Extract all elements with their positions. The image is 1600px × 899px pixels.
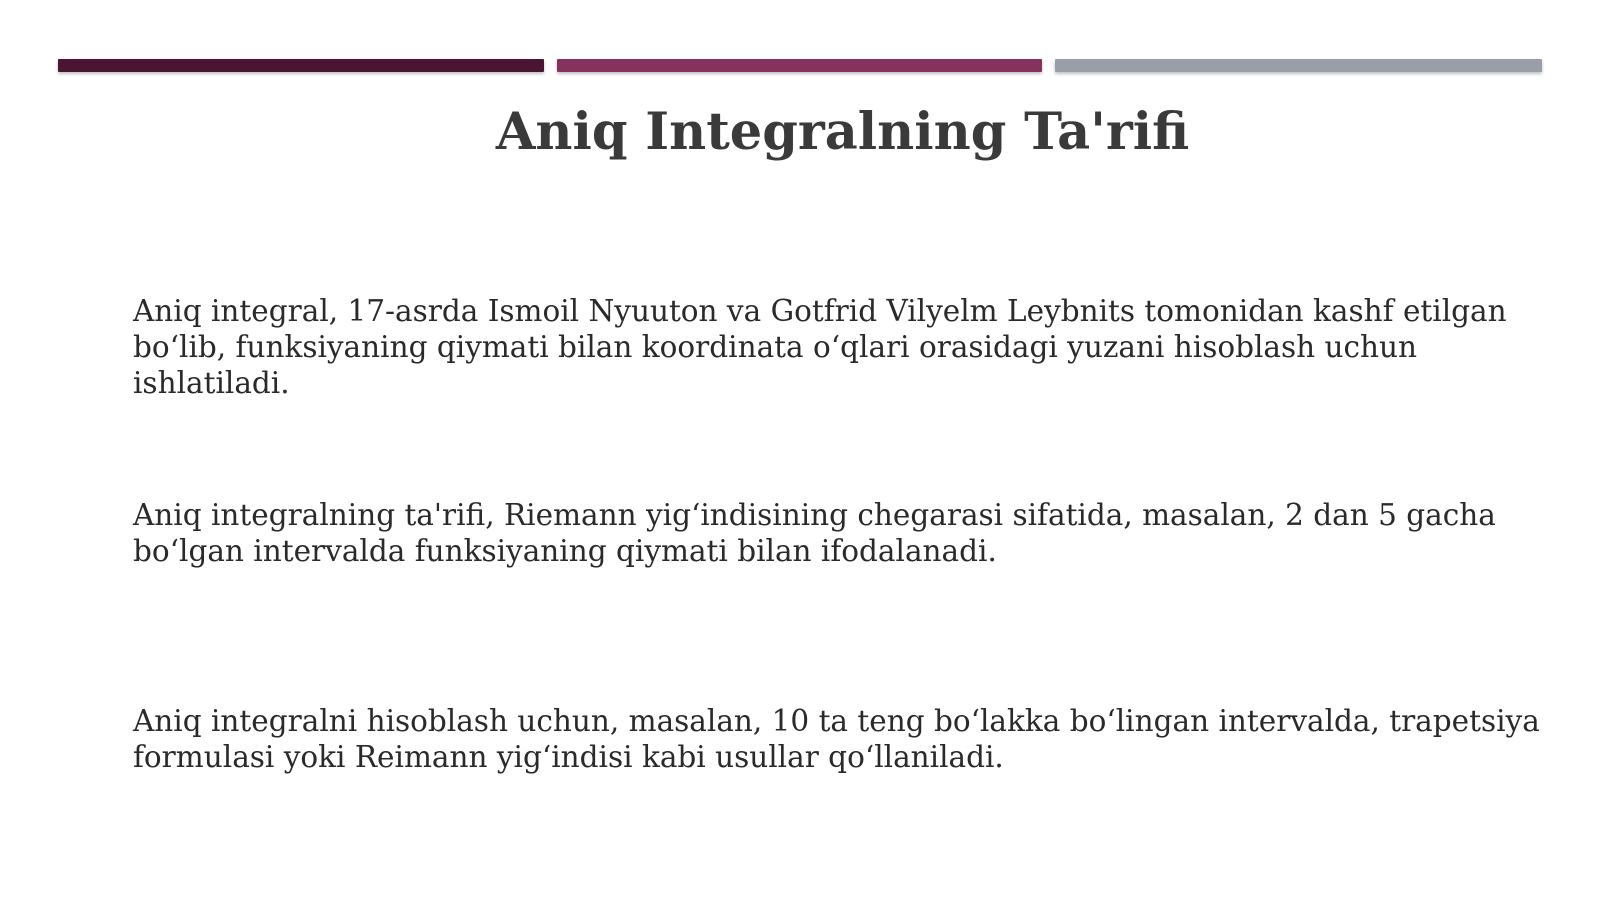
header-bar-gray xyxy=(1055,59,1542,72)
paragraph-definition: Aniq integralning ta'rifi, Riemann yig‘indisining chegarasi sifatida, masalan, 2 dan 5 gacha bo‘lgan intervalda funksiyaning qiymati bilan ifodalanadi. xyxy=(133,498,1496,568)
paragraph-methods: Aniq integralni hisoblash uchun, masalan, 10 ta teng bo‘lakka bo‘lingan intervalda, trapetsiya formulasi yoki Reimann yig‘indisi kabi usullar qo‘llaniladi. xyxy=(133,704,1540,774)
decorative-header-bars xyxy=(58,59,1542,73)
header-bar-magenta xyxy=(557,59,1042,72)
paragraph-history: Aniq integral, 17-asrda Ismoil Nyuuton va Gotfrid Vilyelm Leybnits tomonidan kashf etilgan bo‘lib, funksiyaning qiymati bilan koordinata o‘qlari orasidagi yuzani hisoblash uchun ishlatiladi. xyxy=(133,294,1507,400)
header-bar-dark xyxy=(58,59,544,72)
slide-title: Aniq Integralning Ta'rifi xyxy=(495,102,1190,162)
